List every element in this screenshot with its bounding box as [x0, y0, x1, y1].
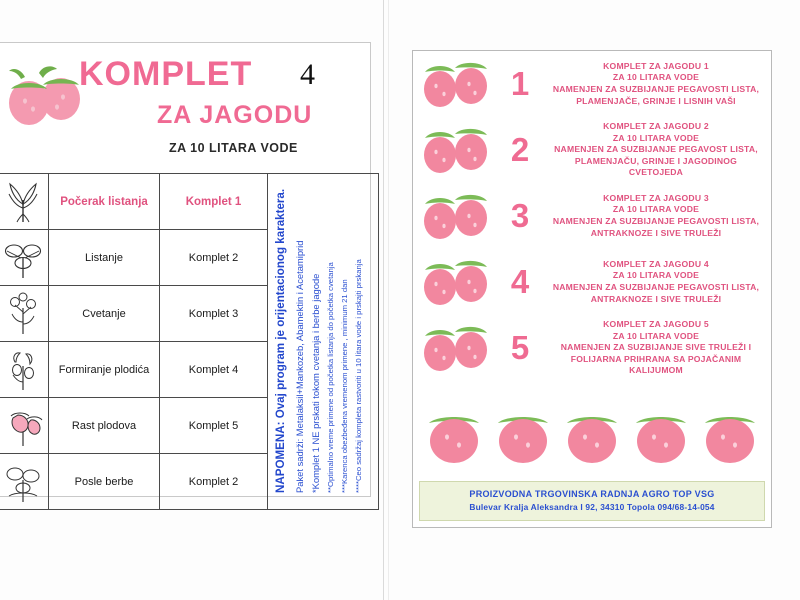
- company-name: PROIZVODNA TRGOVINSKA RADNJA AGRO TOP VSG: [469, 489, 715, 499]
- page-title: KOMPLET: [79, 55, 253, 93]
- kit-line: ZA 10 LITARA VODE: [612, 270, 700, 281]
- leafing-icon: [3, 236, 43, 280]
- kit-line: ZA 10 LITARA VODE: [612, 132, 700, 143]
- kit-number: 5: [510, 329, 530, 366]
- list-item: [413, 117, 771, 183]
- kit-description: [547, 121, 771, 179]
- page-number: 4: [300, 58, 315, 91]
- kit-label: Komplet 4: [160, 342, 268, 398]
- kit-label: Komplet 5: [160, 398, 268, 454]
- right-leaflet-card: [412, 50, 772, 528]
- left-leaflet-card: [0, 42, 371, 497]
- kit-line: NAMENJEN ZA SUZBIJANJE PEGAVOST LISTA,: [554, 144, 758, 155]
- post-harvest-icon: [3, 460, 43, 504]
- strawberry-icon: [490, 407, 556, 465]
- kit-label: Komplet 1: [160, 174, 268, 230]
- strawberry-decoration-band: [421, 403, 763, 465]
- kit-line: ZA 10 LITARA VODE: [612, 72, 700, 83]
- kit-line: ZA 10 LITARA VODE: [612, 330, 700, 341]
- note-heading: NAPOMENA: Ovaj program je orijentacionog karaktera.: [274, 188, 287, 493]
- note-line: ***Karenca obezbeđena vremenom primene , minimum 21 dan: [340, 279, 349, 493]
- phase-icon-cell: [0, 342, 49, 398]
- kit-line: CVETOJEDA: [628, 167, 684, 178]
- kit-line: PLAMENJAČE, GRINJE I LISNIH VAŠI: [576, 95, 736, 106]
- fruit-set-icon: [3, 348, 43, 392]
- kit-number: 3: [510, 197, 530, 234]
- kit-line: KOMPLET ZA JAGODU 5: [603, 319, 709, 330]
- volume-note: ZA 10 LITARA VODE: [169, 141, 298, 155]
- sprout-icon: [3, 180, 43, 224]
- note-line: Paket sadrži: Metalaksil+Mankozeb, Abamektin i Acetamiprid: [294, 240, 305, 493]
- strawberry-icon: [697, 407, 763, 465]
- phase-kit-table: [0, 173, 379, 510]
- kit-line: KOMPLET ZA JAGODU 2: [603, 121, 709, 132]
- phase-label: Rast plodova: [49, 398, 160, 454]
- note-rotated-block: [268, 174, 378, 497]
- strawberry-icon: [559, 407, 625, 465]
- list-item: [413, 51, 771, 117]
- note-line: *Komplet 1 NE prskati tokom cvetanja i berbe jagode: [310, 273, 321, 493]
- kit-label: Komplet 2: [160, 454, 268, 510]
- kit-number: 2: [510, 131, 530, 168]
- strawberry-icon: [421, 407, 487, 465]
- list-item: [413, 183, 771, 249]
- page-fold-line: [383, 0, 384, 600]
- footer-contact-bar: [419, 481, 765, 521]
- kit-line: KOMPLET ZA JAGODU 4: [603, 258, 709, 269]
- page-subtitle: ZA JAGODU: [157, 101, 313, 129]
- kit-line: KOMPLET ZA JAGODU 1: [603, 60, 709, 71]
- phase-label: Formiranje plodića: [49, 342, 160, 398]
- strawberry-pair-icon: [419, 188, 493, 244]
- kit-line: NAMENJEN ZA SUZBIJANJE PEGAVOSTI LISTA,: [552, 84, 760, 94]
- kit-line: ANTRAKNOZE I SIVE TRULEŽI: [590, 293, 722, 304]
- kit-number: 1: [510, 65, 530, 102]
- kit-line: ANTRAKNOZE I SIVE TRULEŽI: [590, 227, 722, 238]
- phase-label: Cvetanje: [49, 286, 160, 342]
- flowering-icon: [3, 292, 43, 336]
- kit-line: NAMENJEN ZA SUZBIJANJE SIVE TRULEŽI I: [560, 342, 752, 353]
- strawberry-icon: [628, 407, 694, 465]
- strawberry-cluster-icon: [5, 59, 87, 133]
- phase-label: Listanje: [49, 230, 160, 286]
- note-line: ****Ceo sadržaj kompleta rastvoriti u 10 litara vode i prskajti prskanja: [354, 259, 363, 493]
- kit-description: [547, 259, 771, 305]
- kit-line: NAMENJEN ZA SUZBIJANJE PEGAVOSTI LISTA,: [552, 282, 760, 292]
- kit-line: NAMENJEN ZA SUZBIJANJE PEGAVOSTI LISTA,: [552, 216, 760, 226]
- kit-line: ZA 10 LITARA VODE: [612, 204, 700, 215]
- kit-description: [547, 61, 771, 107]
- strawberry-pair-icon: [419, 122, 493, 178]
- fruit-growth-icon: [3, 404, 43, 448]
- phase-icon-cell: [0, 398, 49, 454]
- kit-line: FOLIJARNA PRIHRANA SA POJAČANIM: [570, 353, 742, 364]
- page-fold-line-secondary: [388, 0, 389, 600]
- strawberry-pair-icon: [419, 254, 493, 310]
- phase-label: Počerak listanja: [49, 174, 160, 230]
- note-column: [268, 174, 379, 510]
- kit-line: KALIJUMOM: [629, 365, 683, 376]
- kit-label: Komplet 2: [160, 230, 268, 286]
- kit-description: [547, 193, 771, 239]
- phase-icon-cell: [0, 174, 49, 230]
- list-item: [413, 315, 771, 381]
- phase-icon-cell: [0, 286, 49, 342]
- phase-icon-cell: [0, 230, 49, 286]
- phase-label: Posle berbe: [49, 454, 160, 510]
- note-line: **Optimalno vreme primene od početka listanja do početka cvetanja: [326, 262, 335, 493]
- kit-number: 4: [510, 263, 530, 300]
- phase-icon-cell: [0, 454, 49, 510]
- company-address: Bulevar Kralja Aleksandra I 92, 34310 Topola 094/68-14-054: [469, 502, 715, 512]
- strawberry-pair-icon: [419, 56, 493, 112]
- kit-line: PLAMENJAČU, GRINJE I JAGODINOG: [574, 155, 738, 166]
- list-item: [413, 249, 771, 315]
- strawberry-pair-icon: [419, 320, 493, 376]
- table-row: [0, 174, 379, 230]
- kit-description: [547, 319, 771, 377]
- kit-label: Komplet 3: [160, 286, 268, 342]
- kit-line: KOMPLET ZA JAGODU 3: [603, 192, 709, 203]
